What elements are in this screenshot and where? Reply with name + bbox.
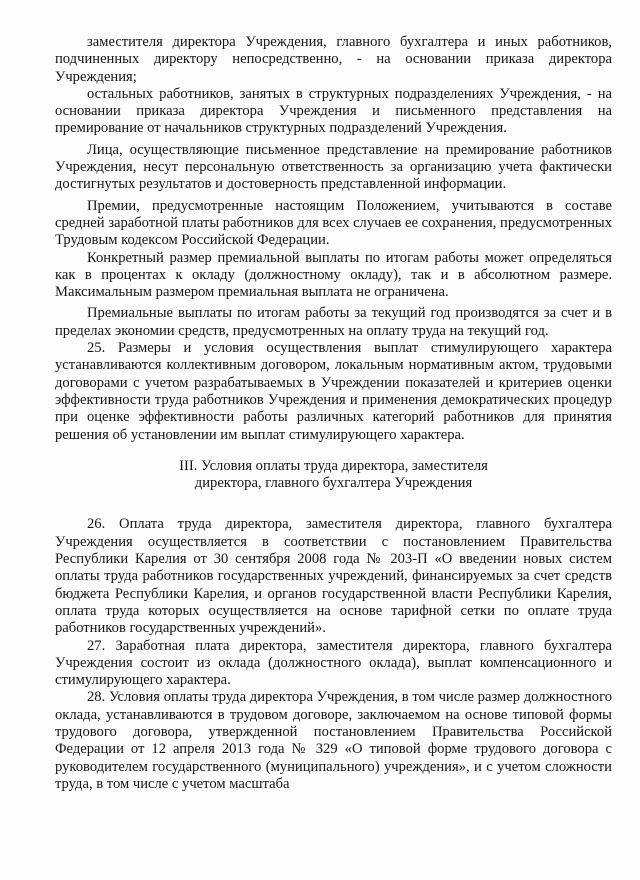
paragraph-bonus-average-salary: Премии, предусмотренные настоящим Положением, учитываются в составе средней заработной платы работников для всех случаев ее сохранения, предусмотренных Трудовым кодексом Российской Федерации. (55, 197, 612, 249)
section-heading-line1: III. Условия оплаты труда директора, заместителя (179, 457, 488, 474)
paragraph-deputy-director-bonus: заместителя директора Учреждения, главного бухгалтера и иных работников, подчиненных директору непосредственно, - на основании приказа директора Учреждения; (55, 34, 612, 85)
section-heading-line2: директора, главного бухгалтера Учреждения (194, 475, 473, 492)
paragraph-bonus-size: Конкретный размер премиальной выплаты по итогам работы может определяться как в процентах к окладу (должностному окладу), так и в абсолютном размере. Максимальным размером премиальная выплата не ограничена. (55, 249, 612, 301)
section-heading (55, 458, 612, 493)
paragraph-bonus-funding: Премиальные выплаты по итогам работы за текущий год производятся за счет и в пределах экономии средств, предусмотренных на оплату труда на текущий год. (55, 305, 612, 339)
paragraph-other-employees-bonus: остальных работников, занятых в структурных подразделениях Учреждения, - на основании приказа директора Учреждения и письменного представления на премирование от начальников структурных подразделений Учреждения. (55, 85, 612, 137)
paragraph-28: 28. Условия оплаты труда директора Учреждения, в том числе размер должностного оклада, устанавливаются в трудовом договоре, заключаемом на основе типовой формы трудового договора, утвержденной постановлением Правительства Российской Федерации от 12 апреля 2013 года № 329 «О типовой форме трудового договора с руководителем государственного (муниципального) учреждения», и с учетом сложности труда, в том числе с учетом масштаба (55, 689, 612, 792)
paragraph-25: 25. Размеры и условия осуществления выплат стимулирующего характера устанавливаются коллективным договором, локальным нормативным актом, трудовыми договорами с учетом разрабатываемых в Учреждении показателей и критериев оценки эффективности труда работников Учреждения и применения демократических процедур при оценке эффективности работы различных категорий работников для принятия решения об установлении им выплат стимулирующего характера. (55, 340, 612, 443)
paragraph-responsibility: Лица, осуществляющие письменное представление на премирование работников Учреждения, несут персональную ответственность за организацию учета фактически достигнутых результатов и достоверность представленной информации. (55, 141, 612, 193)
paragraph-27: 27. Заработная плата директора, заместителя директора, главного бухгалтера Учреждения состоит из оклада (должностного оклада), выплат компенсационного и стимулирующего характера. (55, 637, 612, 689)
paragraph-26: 26. Оплата труда директора, заместителя директора, главного бухгалтера Учреждения осуществляется в соответствии с постановлением Правительства Республики Карелия от 30 сентября 2008 года № 203-П «О введении новых систем оплаты труда работников государственных учреждений, финансируемых за счет средств бюджета Республики Карелия, и органов государственной власти Республики Карелия, оплата труда которых осуществляется на основе тарифной сетки по оплате труда работников государственных учреждений». (55, 516, 612, 637)
